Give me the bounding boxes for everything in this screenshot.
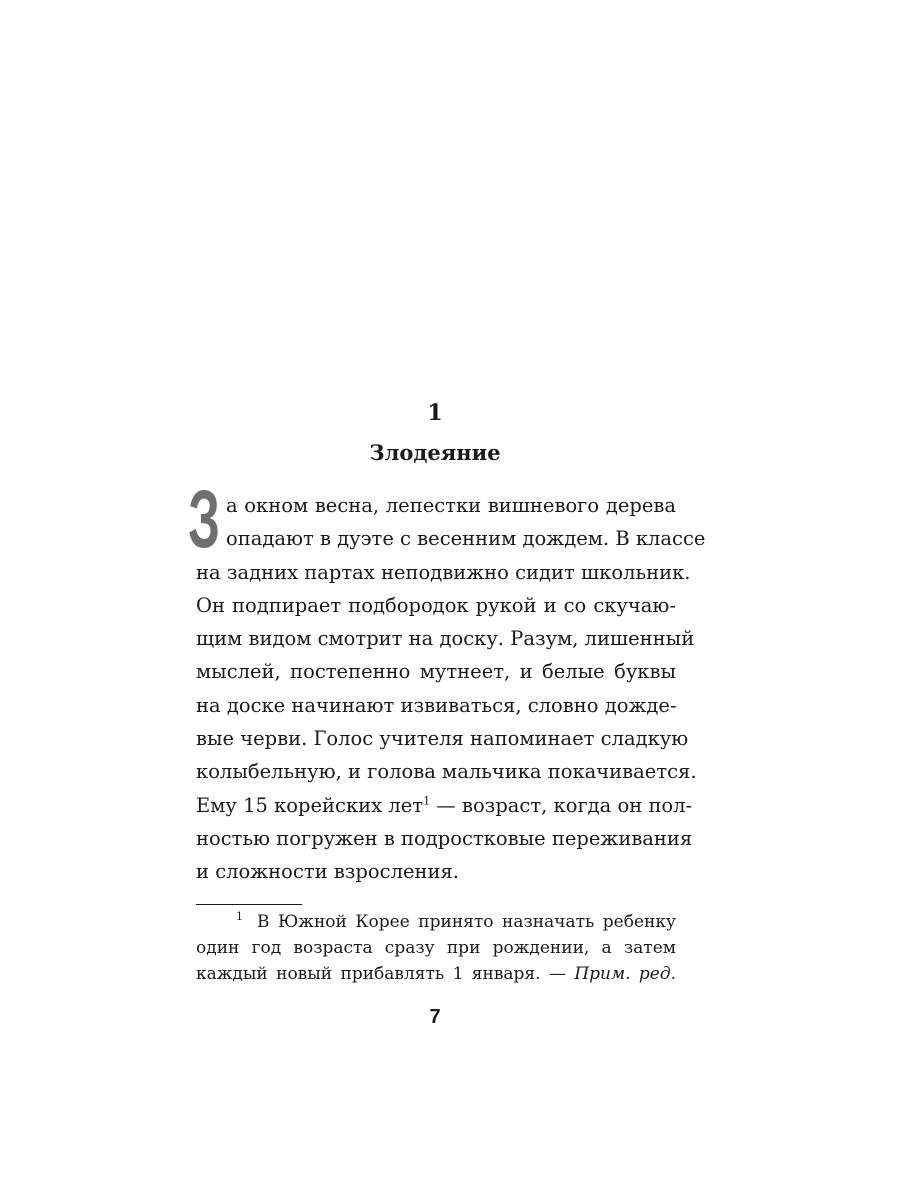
footnote-text: каждый новый прибавлять 1 января. — <box>196 964 575 984</box>
body-line: Он подпирает подбородок рукой и со скучаю- <box>196 593 676 617</box>
body-line: на задних партах неподвижно сидит школьник. <box>196 560 691 584</box>
body-line: щим видом смотрит на доску. Разум, лишенный <box>196 627 695 651</box>
footnote-reference[interactable]: 1 <box>423 794 431 808</box>
body-line: на доске начинают извиваться, словно дожде- <box>196 693 677 717</box>
footnote-line <box>196 909 676 935</box>
body-line: опадают в дуэте с весенним дождем. В классе <box>226 527 706 551</box>
chapter-body <box>188 474 706 889</box>
footnote-line <box>196 961 676 987</box>
body-line: ностью погружен в подростковые переживания <box>196 826 693 850</box>
body-line: и сложности взросления. <box>196 860 460 884</box>
body-line: а окном весна, лепестки вишневого дерева <box>226 494 676 517</box>
footnote-mark: 1 <box>236 910 243 924</box>
footnote-line: один год возраста сразу при рождении, а затем <box>196 938 676 958</box>
body-line-text: Ему 15 корейских лет <box>196 793 424 817</box>
drop-cap: З <box>188 474 220 565</box>
body-line: колыбельную, и голова мальчика покачивается. <box>196 760 697 784</box>
footnote-separator <box>196 904 302 905</box>
body-line-text: — возраст, когда он пол- <box>430 793 693 817</box>
footnote <box>196 909 676 987</box>
page-number: 7 <box>429 1006 441 1028</box>
body-line: мыслей, постепенно мутнеет, и белые буквы <box>196 660 676 684</box>
footnote-text: В Южной Корее принято назначать ребенку <box>257 912 676 932</box>
editor-note: Прим. ред. <box>574 964 676 984</box>
chapter-title: Злодеяние <box>369 440 501 465</box>
body-line: вые черви. Голос учителя напоминает сладкую <box>196 727 689 751</box>
body-line <box>196 789 693 822</box>
chapter-number: 1 <box>427 400 443 426</box>
